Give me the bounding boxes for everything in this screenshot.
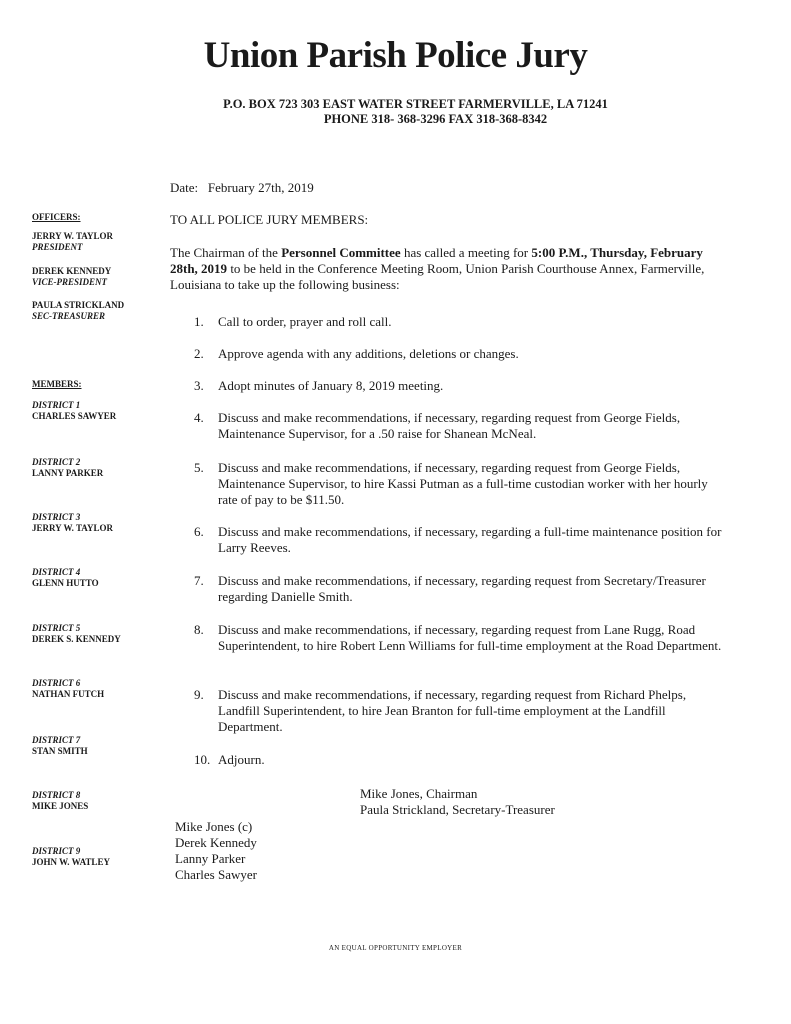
agenda-item	[194, 622, 734, 654]
member-district: DISTRICT 2	[32, 457, 81, 467]
committee-members-list	[175, 819, 257, 883]
intro-text: to be held in the Conference Meeting Room, Union Parish Courthouse Annex, Farmerville, Louisiana to take up the following business:	[170, 261, 705, 292]
footer-eoe: AN EQUAL OPPORTUNITY EMPLOYER	[328, 944, 463, 952]
member-district: DISTRICT 9	[32, 846, 81, 856]
agenda-item-number: 4.	[194, 410, 204, 425]
signature-block	[360, 786, 555, 818]
agenda-item-number: 9.	[194, 687, 204, 702]
member-name: CHARLES SAWYER	[32, 410, 117, 421]
agenda-item	[194, 573, 734, 605]
committee-member: Lanny Parker	[175, 851, 246, 866]
intro-text: has called a meeting for	[400, 245, 532, 260]
member-entry	[32, 735, 88, 756]
member-name: JERRY W. TAYLOR	[32, 522, 113, 533]
officer-role: SEC-TREASURER	[32, 310, 106, 321]
agenda-item-number: 5.	[194, 460, 204, 475]
member-name: JOHN W. WATLEY	[32, 856, 110, 867]
officer-name: PAULA STRICKLAND	[32, 300, 125, 310]
address-line: P.O. BOX 723 303 EAST WATER STREET FARMERVILLE, LA 71241	[223, 97, 608, 111]
agenda-item	[194, 524, 734, 556]
member-name: MIKE JONES	[32, 800, 89, 811]
member-district: DISTRICT 6	[32, 678, 81, 688]
agenda-item	[194, 378, 734, 394]
member-district: DISTRICT 3	[32, 512, 81, 522]
officer-name: JERRY W. TAYLOR	[32, 231, 113, 241]
committee-member: Charles Sawyer	[175, 867, 257, 882]
officer-entry	[32, 300, 124, 321]
agenda-item-text: Adopt minutes of January 8, 2019 meeting.	[218, 378, 444, 393]
officer-role: VICE-PRESIDENT	[32, 276, 108, 287]
agenda-item-number: 2.	[194, 346, 204, 361]
agenda-item	[194, 314, 734, 330]
agenda-item-number: 8.	[194, 622, 204, 637]
secretary-signature: Paula Strickland, Secretary-Treasurer	[360, 802, 555, 817]
officers-heading: OFFICERS:	[32, 212, 81, 222]
member-name: DEREK S. KENNEDY	[32, 633, 121, 644]
agenda-item	[194, 410, 734, 442]
agenda-item-number: 7.	[194, 573, 204, 588]
agenda-item	[194, 460, 734, 508]
agenda-item-text: Adjourn.	[218, 752, 265, 767]
agenda-item-text: Call to order, prayer and roll call.	[218, 314, 392, 329]
officer-role: PRESIDENT	[32, 241, 83, 252]
date-label: Date:	[170, 180, 199, 195]
organization-title: Union Parish Police Jury	[203, 35, 588, 76]
member-district: DISTRICT 1	[32, 400, 81, 410]
member-name: GLENN HUTTO	[32, 577, 99, 588]
member-entry	[32, 790, 88, 811]
intro-paragraph	[170, 245, 730, 293]
member-district: DISTRICT 7	[32, 735, 81, 745]
member-entry	[32, 567, 99, 588]
member-entry	[32, 623, 121, 644]
agenda-item-number: 6.	[194, 524, 204, 539]
member-district: DISTRICT 4	[32, 567, 81, 577]
officer-entry	[32, 266, 111, 287]
greeting: TO ALL POLICE JURY MEMBERS:	[170, 212, 369, 227]
agenda-item-text: Discuss and make recommendations, if necessary, regarding request from Richard Phelps, Landfill Superintendent, to hire Jean Branton for full-time employment at the Landfill Department.	[218, 687, 687, 734]
phone-fax-line: PHONE 318- 368-3296 FAX 318-368-8342	[323, 112, 548, 126]
agenda-item-number: 3.	[194, 378, 204, 393]
committee-member: Derek Kennedy	[175, 835, 257, 850]
agenda-item-number: 1.	[194, 314, 204, 329]
member-district: DISTRICT 5	[32, 623, 81, 633]
officer-entry	[32, 231, 113, 252]
member-name: LANNY PARKER	[32, 467, 104, 478]
agenda-item-text: Discuss and make recommendations, if necessary, regarding request from George Fields, Maintenance Supervisor, to hire Kassi Putman as a full-time custodian worker with her hourly rate of pay to be $11.50.	[218, 460, 708, 507]
member-district: DISTRICT 8	[32, 790, 81, 800]
agenda-item-number: 10.	[194, 752, 211, 767]
agenda-item-text: Approve agenda with any additions, deletions or changes.	[218, 346, 519, 361]
agenda-item	[194, 346, 734, 362]
agenda-item	[194, 752, 734, 768]
member-entry	[32, 678, 104, 699]
member-entry	[32, 846, 110, 867]
meeting-time: 5:00 P.M., Thursday, February 28th, 2019	[170, 245, 703, 276]
committee-name: Personnel Committee	[281, 245, 401, 260]
agenda-item-text: Discuss and make recommendations, if necessary, regarding a full-time maintenance position for Larry Reeves.	[218, 524, 722, 555]
member-name: NATHAN FUTCH	[32, 688, 105, 699]
date-value: February 27th, 2019	[207, 180, 314, 195]
members-heading: MEMBERS:	[32, 379, 82, 389]
intro-text: The Chairman of the	[170, 245, 282, 260]
committee-member: Mike Jones (c)	[175, 819, 253, 834]
agenda-item-text: Discuss and make recommendations, if necessary, regarding request from Lane Rugg, Road Superintendent, to hire Robert Lenn Williams for full-time employment at the Road Department.	[218, 622, 722, 653]
member-entry	[32, 457, 103, 478]
member-entry	[32, 512, 113, 533]
agenda-item-text: Discuss and make recommendations, if necessary, regarding request from Secretary/Treasurer regarding Danielle Smith.	[218, 573, 706, 604]
member-entry	[32, 400, 116, 421]
officer-name: DEREK KENNEDY	[32, 266, 112, 276]
date-line	[170, 180, 314, 196]
agenda-item	[194, 687, 734, 735]
member-name: STAN SMITH	[32, 745, 88, 756]
agenda-item-text: Discuss and make recommendations, if necessary, regarding request from George Fields, Maintenance Supervisor, for a .50 raise for Shanean McNeal.	[218, 410, 681, 441]
chairman-signature: Mike Jones, Chairman	[360, 786, 478, 801]
